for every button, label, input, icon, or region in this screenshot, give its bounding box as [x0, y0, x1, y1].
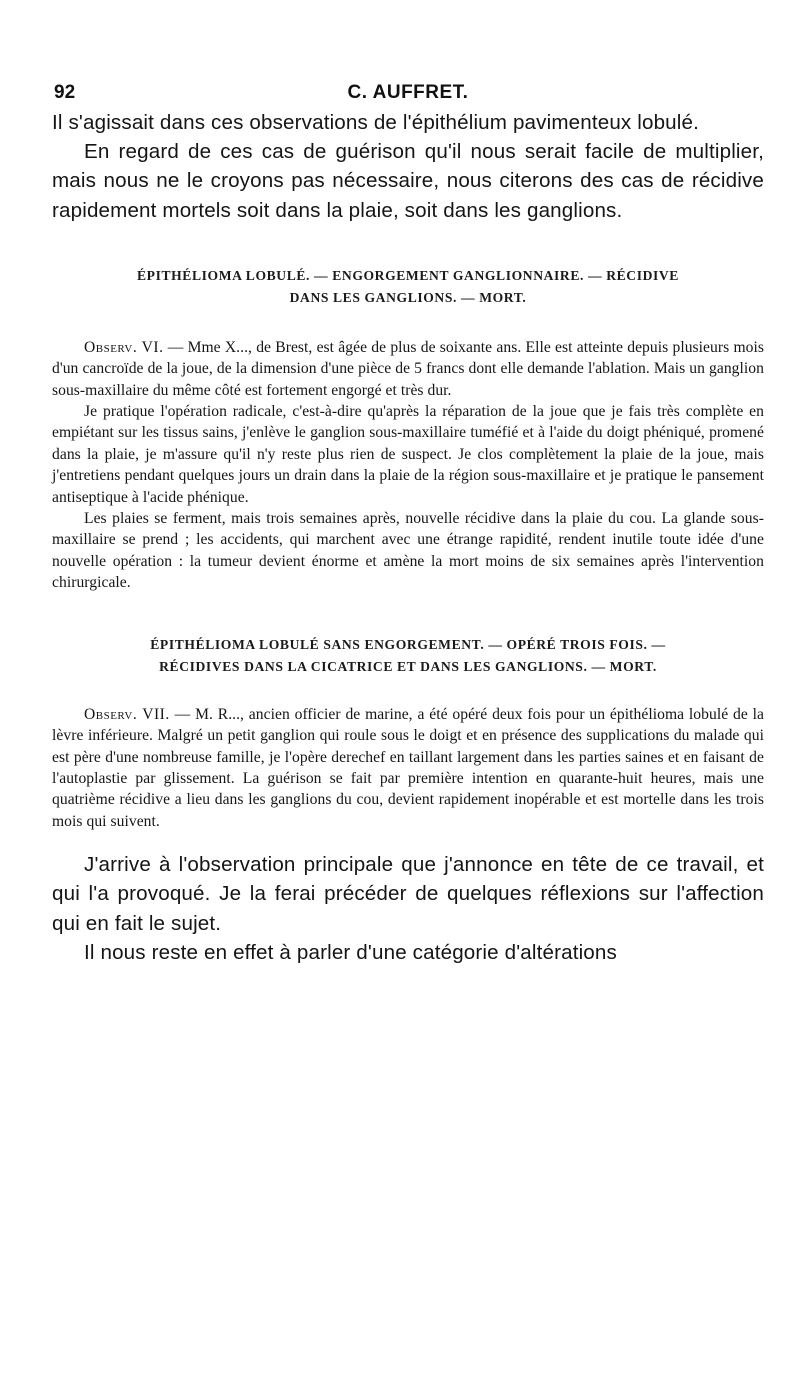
page-number: 92 — [54, 82, 76, 103]
book-page — [52, 78, 764, 967]
observation-6-paragraph-1 — [52, 337, 764, 401]
observation-6-paragraph-2: Je pratique l'opération radicale, c'est-à-dire qu'après la réparation de la joue que je fais très complète en empiétant sur les tissus sains, j'enlève le ganglion sous-maxillaire tuméfié et à l'aide du doigt phéniqué, promené dans la plaie, je m'assure qu'il n'y reste plus rien de suspect. Je clos complètement la plaie de la joue, mais j'entretiens pendant quelques jours un drain dans la plaie de la région sous-maxillaire et je pratique le pansement antiseptique à l'acide phénique. — [52, 403, 764, 506]
running-head — [52, 78, 764, 108]
intro-paragraph-2: En regard de ces cas de guérison qu'il nous serait facile de multiplier, mais nous ne le croyons pas nécessaire, nous citerons des cas de récidive rapidement mortels soit dans la plaie, soit dans les ganglions. — [52, 140, 764, 222]
observation-6-label: Observ. VI. — [84, 338, 164, 356]
observation-6 — [52, 337, 764, 594]
observation-7-text-1: — M. R..., ancien officier de marine, a été opéré deux fois pour un épithélioma lobulé de la lèvre inférieure. Malgré un petit ganglion qui roule sous le doigt et en présence des supplications du malade qui est père d'une nombreuse famille, je l'opère derechef en taillant largement dans les parties saines et en faisant de l'autoplastie par glissement. La guérison se fait par première intention en quarante-huit heures, mais une quatrième récidive a lieu dans les ganglions du cou, devient rapidement inopérable et est mortelle dans les trois mois qui suivent. — [52, 705, 764, 830]
closing-paragraph-1: J'arrive à l'observation principale que j'annonce en tête de ce travail, et qui l'a provoqué. Je la ferai précéder de quelques réflexions sur l'affection qui en fait le sujet. — [52, 853, 764, 935]
section-heading-2-line-2: RÉCIDIVES DANS LA CICATRICE ET DANS LES GANGLIONS. — MORT. — [159, 658, 657, 674]
section-heading-2 — [52, 634, 764, 678]
observation-7 — [52, 704, 764, 832]
section-heading-1-line-1: ÉPITHÉLIOMA LOBULÉ. — ENGORGEMENT GANGLIONNAIRE. — RÉCIDIVE — [137, 267, 679, 283]
section-heading-2-line-1: ÉPITHÉLIOMA LOBULÉ SANS ENGORGEMENT. — OPÉRÉ TROIS FOIS. — — [150, 636, 666, 652]
intro-paragraph-1: Il s'agissait dans ces observations de l'épithélium pavimenteux lobulé. — [52, 111, 699, 134]
section-heading-1 — [52, 265, 764, 309]
observation-6-text-1: — Mme X..., de Brest, est âgée de plus de soixante ans. Elle est atteinte depuis plusieurs mois d'un cancroïde de la joue, de la dimension d'une pièce de 5 francs dont elle demande l'ablation. Mais un ganglion sous-maxillaire du même côté est fortement engorgé et très dur. — [52, 338, 764, 399]
observation-7-label: Observ. VII. — [84, 705, 170, 723]
observation-6-paragraph-3: Les plaies se ferment, mais trois semaines après, nouvelle récidive dans la plaie du cou. La glande sous-maxillaire se prend ; les accidents, qui marchent avec une étrange rapidité, rendent inutile toute idée d'une nouvelle opération : la tumeur devient énorme et amène la mort moins de six semaines après l'intervention chirurgicale. — [52, 510, 764, 592]
section-heading-1-line-2: DANS LES GANGLIONS. — MORT. — [289, 289, 527, 305]
observation-7-paragraph-1 — [52, 704, 764, 832]
closing-paragraph-2: Il nous reste en effet à parler d'une catégorie d'altérations — [84, 940, 617, 964]
running-head-author: C. AUFFRET. — [347, 82, 469, 103]
